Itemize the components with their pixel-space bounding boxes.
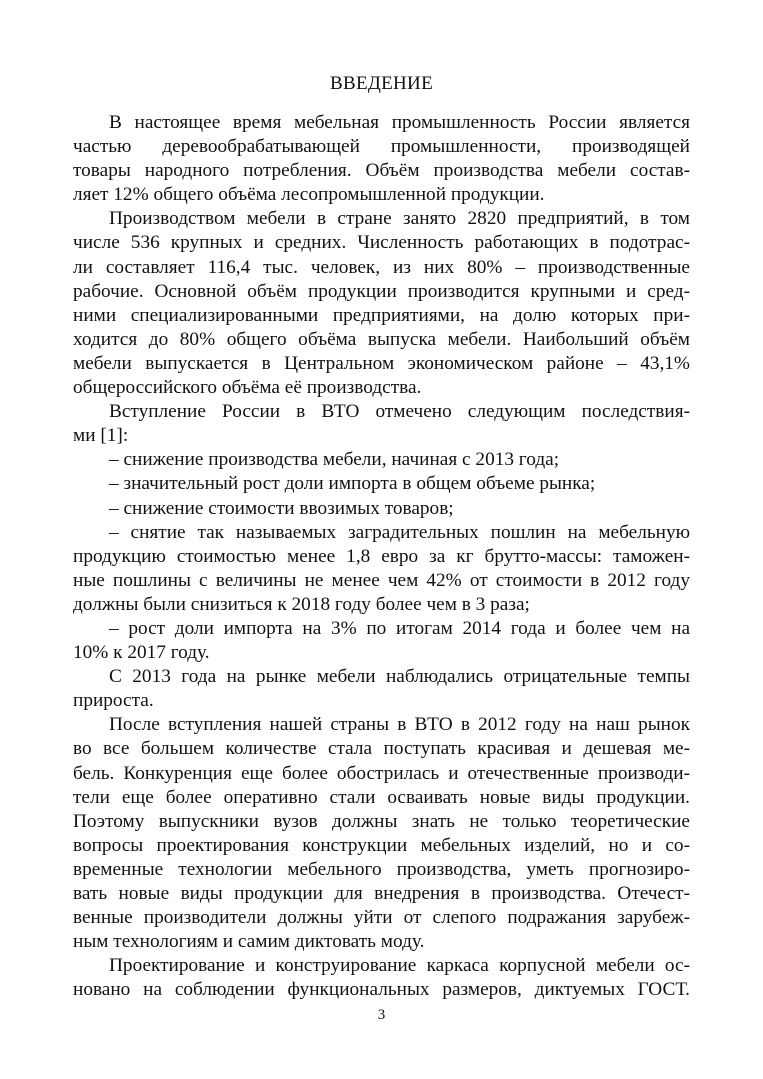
text-line: числе 536 крупных и средних. Численность работающих в подотрас- <box>73 232 690 254</box>
text-line: вопросы проектирования конструкции мебельных изделий, но и со- <box>73 834 690 856</box>
text-line: Производством мебели в стране занято 2820 предприятий, в том <box>109 208 690 230</box>
text-line: товары народного потребления. Объём производства мебели состав- <box>73 160 690 182</box>
text-line: прироста. <box>73 690 154 712</box>
list-item: – рост доли импорта на 3% по итогам 2014 года и более чем на <box>109 617 690 639</box>
text-line: После вступления нашей страны в ВТО в 2012 году на наш рынок <box>109 714 690 736</box>
body-text <box>73 111 690 1002</box>
text-line: ними специализированными предприятиями, на долю которых при- <box>73 304 690 326</box>
list-item: – снятие так называемых заградительных пошлин на мебельную <box>109 521 690 543</box>
text-line: ляет 12% общего объёма лесопромышленной продукции. <box>73 184 545 206</box>
text-line: должны были снизиться к 2018 году более чем в 3 раза; <box>73 593 530 615</box>
text-line: тели еще более оперативно стали осваивать новые виды продукции. <box>73 786 690 808</box>
text-line: Проектирование и конструирование каркаса корпусной мебели ос- <box>109 955 690 977</box>
list-item: – снижение производства мебели, начиная с 2013 года; <box>109 449 560 471</box>
list-item: – снижение стоимости ввозимых товаров; <box>109 497 454 519</box>
text-line: продукцию стоимостью менее 1,8 евро за кг брутто-массы: таможен- <box>73 545 690 567</box>
text-line: ным технологиям и самим диктовать моду. <box>73 931 425 953</box>
text-line: ли составляет 116,4 тыс. человек, из них 80% – производственные <box>73 256 690 278</box>
text-line: В настоящее время мебельная промышленность России является <box>109 112 690 133</box>
page-number: 3 <box>377 1007 386 1023</box>
text-line: вать новые виды продукции для внедрения в производства. Отечест- <box>73 883 690 904</box>
text-line: С 2013 года на рынке мебели наблюдались отрицательные темпы <box>109 666 690 688</box>
text-line: Поэтому выпускники вузов должны знать не только теоретические <box>73 810 690 832</box>
text-line: рабочие. Основной объём продукции производится крупными и сред- <box>73 280 690 302</box>
text-line: частью деревообрабатывающей промышленности, производящей <box>73 136 690 158</box>
text-line: во все большем количестве стала поступать красивая и дешевая ме- <box>73 738 690 760</box>
text-line: ми [1]: <box>73 425 129 447</box>
text-line: ходится до 80% общего объёма выпуска мебели. Наибольший объём <box>73 328 690 350</box>
text-line: 10% к 2017 году. <box>73 642 210 664</box>
page-title: ВВЕДЕНИЕ <box>330 73 433 94</box>
list-item: – значительный рост доли импорта в общем объеме рынка; <box>109 473 596 495</box>
text-line: общероссийского объёма её производства. <box>73 377 422 399</box>
text-line: ные пошлины с величины не менее чем 42% от стоимости в 2012 году <box>73 569 690 591</box>
text-line: новано на соблюдении функциональных размеров, диктуемых ГОСТ. <box>73 979 690 1001</box>
text-line: Вступление России в ВТО отмечено следующим последствия- <box>109 401 690 423</box>
text-line: мебели выпускается в Центральном экономическом районе – 43,1% <box>73 352 690 374</box>
text-line: бель. Конкуренция еще более обострилась и отечественные производи- <box>73 762 690 784</box>
text-line: венные производители должны уйти от слепого подражания зарубеж- <box>73 907 690 929</box>
text-line: временные технологии мебельного производства, уметь прогнозиро- <box>73 858 690 880</box>
